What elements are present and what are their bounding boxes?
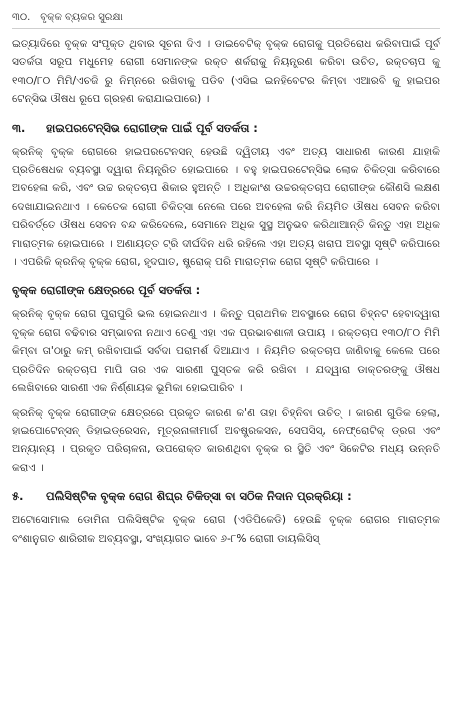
section-heading-text: ବୃକ୍କ ରୋଗୀଙ୍କ କ୍ଷେତ୍ରରେ ପୂର୍ବ ସତର୍କତା : xyxy=(12,283,201,298)
section-heading xyxy=(12,119,440,137)
paragraph: ଇତ୍ୟାଦିରେ ବୃକ୍କ ସଂପୃକ୍ତ ଥିବାର ସୂଚନା ଦିଏ । ଡାଇବେଟିକ୍ ବୃକ୍କ ରୋଗକୁ ପ୍ରତିରୋଧ କରିବାପାଇଁ ପୂର୍ବ ସତର୍କତା ସରୂପ ମଧୁମେହ ରୋଗୀ ସେମାନଙ୍କ ରକ୍ତ ଶର୍କରାକୁ ନିୟନ୍ତ୍ରଣ କରିବା ଉଚିତ, ରକ୍ତଚାପ କୁ ୧୩୦/୮୦ ମିମି/ଏଚଜି ରୁ ନିମ୍ନରେ ରଖିବାକୁ ପଡିବ (ଏସିଇ ଇନହିବେଟର କିମ୍ବା ଏଆରବି କୁ ହାଇପର ଟେନ୍ସିଭ ଔଷଧ ରୂପେ ଗ୍ରହଣ କରାଯାଇପାରେ) । xyxy=(12,38,440,106)
paragraph: ଅଟୋସୋମାଲ ଡୋମିନା ପଲିସିଷ୍ଟିକ ବୃକ୍କ ରୋଗ (ଏଡିପିକେଡି) ହେଉଛି ବୃକ୍କ ରୋଗର ମାରାତ୍ମକ ବଂଶାନୁଗତ ଶାରିରୀକ ଅବ୍ୟବସ୍ଥା, ସଂଖ୍ୟାଗତ ଭାବେ ୬-୮% ରୋଗୀ ଡାୟଲିସିସ୍ xyxy=(12,514,440,545)
paragraph: କ୍ରନିକ୍ ବୃକ୍କ ରୋଗରେ ହାଇପରଟେନସନ୍ ହେଉଛି ଦ୍ୱିତୀୟ ଏବଂ ଅତ୍ୟ ସାଧାରଣ କାରଣ ଯାହାକି ପ୍ରତିଷେଧକ ବ୍ୟବସ୍ଥା ଦ୍ୱାରା ନିୟନ୍ତ୍ରିତ ହୋଇପାରେ । ବହୁ ହାଇପରଟେନ୍ସିଭ ଲୋକ ଚିକିତ୍ସା କରିବାରେ ଅବହେଳା କରି, ଏବଂ ଉଚ୍ଚ ରକ୍ତଚାପ ଶିକାର ହୁଅନ୍ତି । ଅଧିକାଂଶ ଉଚ୍ଚରକ୍ତଚାପ ରୋଗୀଙ୍କ କୌଣସି ଲକ୍ଷଣ ଦେଖାଯାଇନଥାଏ । କେତେକ ରୋଗୀ ଚିକିତ୍ସା ନେଲେ ପରେ ଅବହେଳା କରି ନିୟମିତ ଔଷଧ ସେବନ କରିବା ପରିବର୍ତ୍ତେ ଔଷଧ ସେବନ ବନ୍ଦ କରିଦେଲେ, ସେମାନେ ଅଧିକ ସୁସ୍ଥ ଅନୁଭବ କରିଥାଆନ୍ତି କିନ୍ତୁ ଏହା ଅଧିକ ମାରାତ୍ମକ ହୋଇପାରେ । ଅଣାୟତ୍ତ ଟ୍ରି ଦୀର୍ଘଦିନ ଧରି ରହିଲେ ଏହା ଅତ୍ୟ ଖରାପ ଅବସ୍ଥା ସୃଷ୍ଟି କରିପାରେ । ଏପରିକି କ୍ରନିକ୍ ବୃକ୍କ ରୋଗ, ହୃଦଘାତ, ଷ୍ଟ୍ରୋକ୍ ପରି ମାରାତ୍ମକ ରୋଗ ସୃଷ୍ଟି କରିପାରେ । xyxy=(12,145,440,269)
running-title: ବୃକ୍କ ବ୍ୟକର ସୁରକ୍ଷା xyxy=(40,11,123,23)
section-number: ୫. xyxy=(12,489,24,504)
section-heading-text: ହାଇପରଟେନ୍ସିଭ ରୋଗୀଙ୍କ ପାଇଁ ପୂର୍ବ ସତର୍କତା : xyxy=(46,120,258,135)
section-heading-text: ପଲିସିଷ୍ଟିକ ବୃକ୍କ ରୋଗ ଶିଘ୍ର ଚିକିତ୍ସା ବା ସଠିକ ନିଦାନ ପ୍ରକ୍ରିୟା : xyxy=(46,489,352,504)
section-heading xyxy=(12,281,440,299)
paragraph: କ୍ରନିକ୍ ବୃକ୍କ ରୋଗୀଙ୍କ କ୍ଷେତ୍ରରେ ପ୍ରକୃତ କାରଣ କ'ଣ ତାହା ଚିହ୍ନିବା ଉଚିତ୍ । କାରଣ ଗୁଡିକ ହେଲା, ହାଇପୋଟେନ୍ସନ୍ ଡିହାଇଡ୍ରେସନ, ମୂତ୍ରନାଳୀମାର୍ଗ ଅବଷ୍ଟ୍ରକସନ, ସେପସିସ୍, ନେଫ୍ରୋଟିକ୍ ଡ୍ରଗ ଏବଂ ଅନ୍ୟାନ୍ୟ । ପ୍ରକୃତ ପରିଚାଳନା, ଉପରୋକ୍ତ କାରଣଥିବା ବୃକ୍କ ର ସ୍ଥିତି ଏବଂ ସିକେଟିର ମଧ୍ୟ ଉନ୍ନତି କରାଏ । xyxy=(12,406,440,474)
paragraph: କ୍ରନିକ୍ ବୃକ୍କ ରୋଗ ପୁରାପୁରି ଭଲ ହୋଇନଥାଏ । କିନ୍ତୁ ପ୍ରାଥମିକ ଅବସ୍ଥାରେ ରୋଗ ଚିହ୍ନଟ ହେବାଦ୍ୱାରା ବୃକ୍କ ରୋଗ ବଢିବାର ସମ୍ଭାବନା ନଥାଏ ତେଣୁ ଏହା ଏକ ପ୍ରଭାବଶାଳୀ ଉପାୟ । ରକ୍ତଚାପ ୧୩୦/୮୦ ମିମି କିମ୍ବା ତା'ଠାରୁ କମ୍ ରଖିବାପାଇଁ ସର୍ବଦା ପରାମର୍ଶ ଦିଆଯାଏ । ନିୟମିତ ରକ୍ତଚାପ ଜାଣିବାକୁ କେଲେ ପରେ ପ୍ରତିଦିନ ରକ୍ତଚାପ ମାପି ତାର ଏକ ସାରଣୀ ପୁସ୍ତକ କରି ରଖିବା । ଯଦ୍ୱାରା ଡାକ୍ତରଙ୍କୁ ଔଷଧ ଲେଖିବାରେ ସାରଣୀ ଏକ ନିର୍ଣ୍ଣାୟକ ଭୂମିକା ହୋଇପାରିବ । xyxy=(12,308,441,395)
section-heading xyxy=(12,487,440,505)
page-number: ୩୦. xyxy=(12,11,31,23)
section-number: ୩. xyxy=(12,120,26,135)
running-header xyxy=(12,6,440,29)
